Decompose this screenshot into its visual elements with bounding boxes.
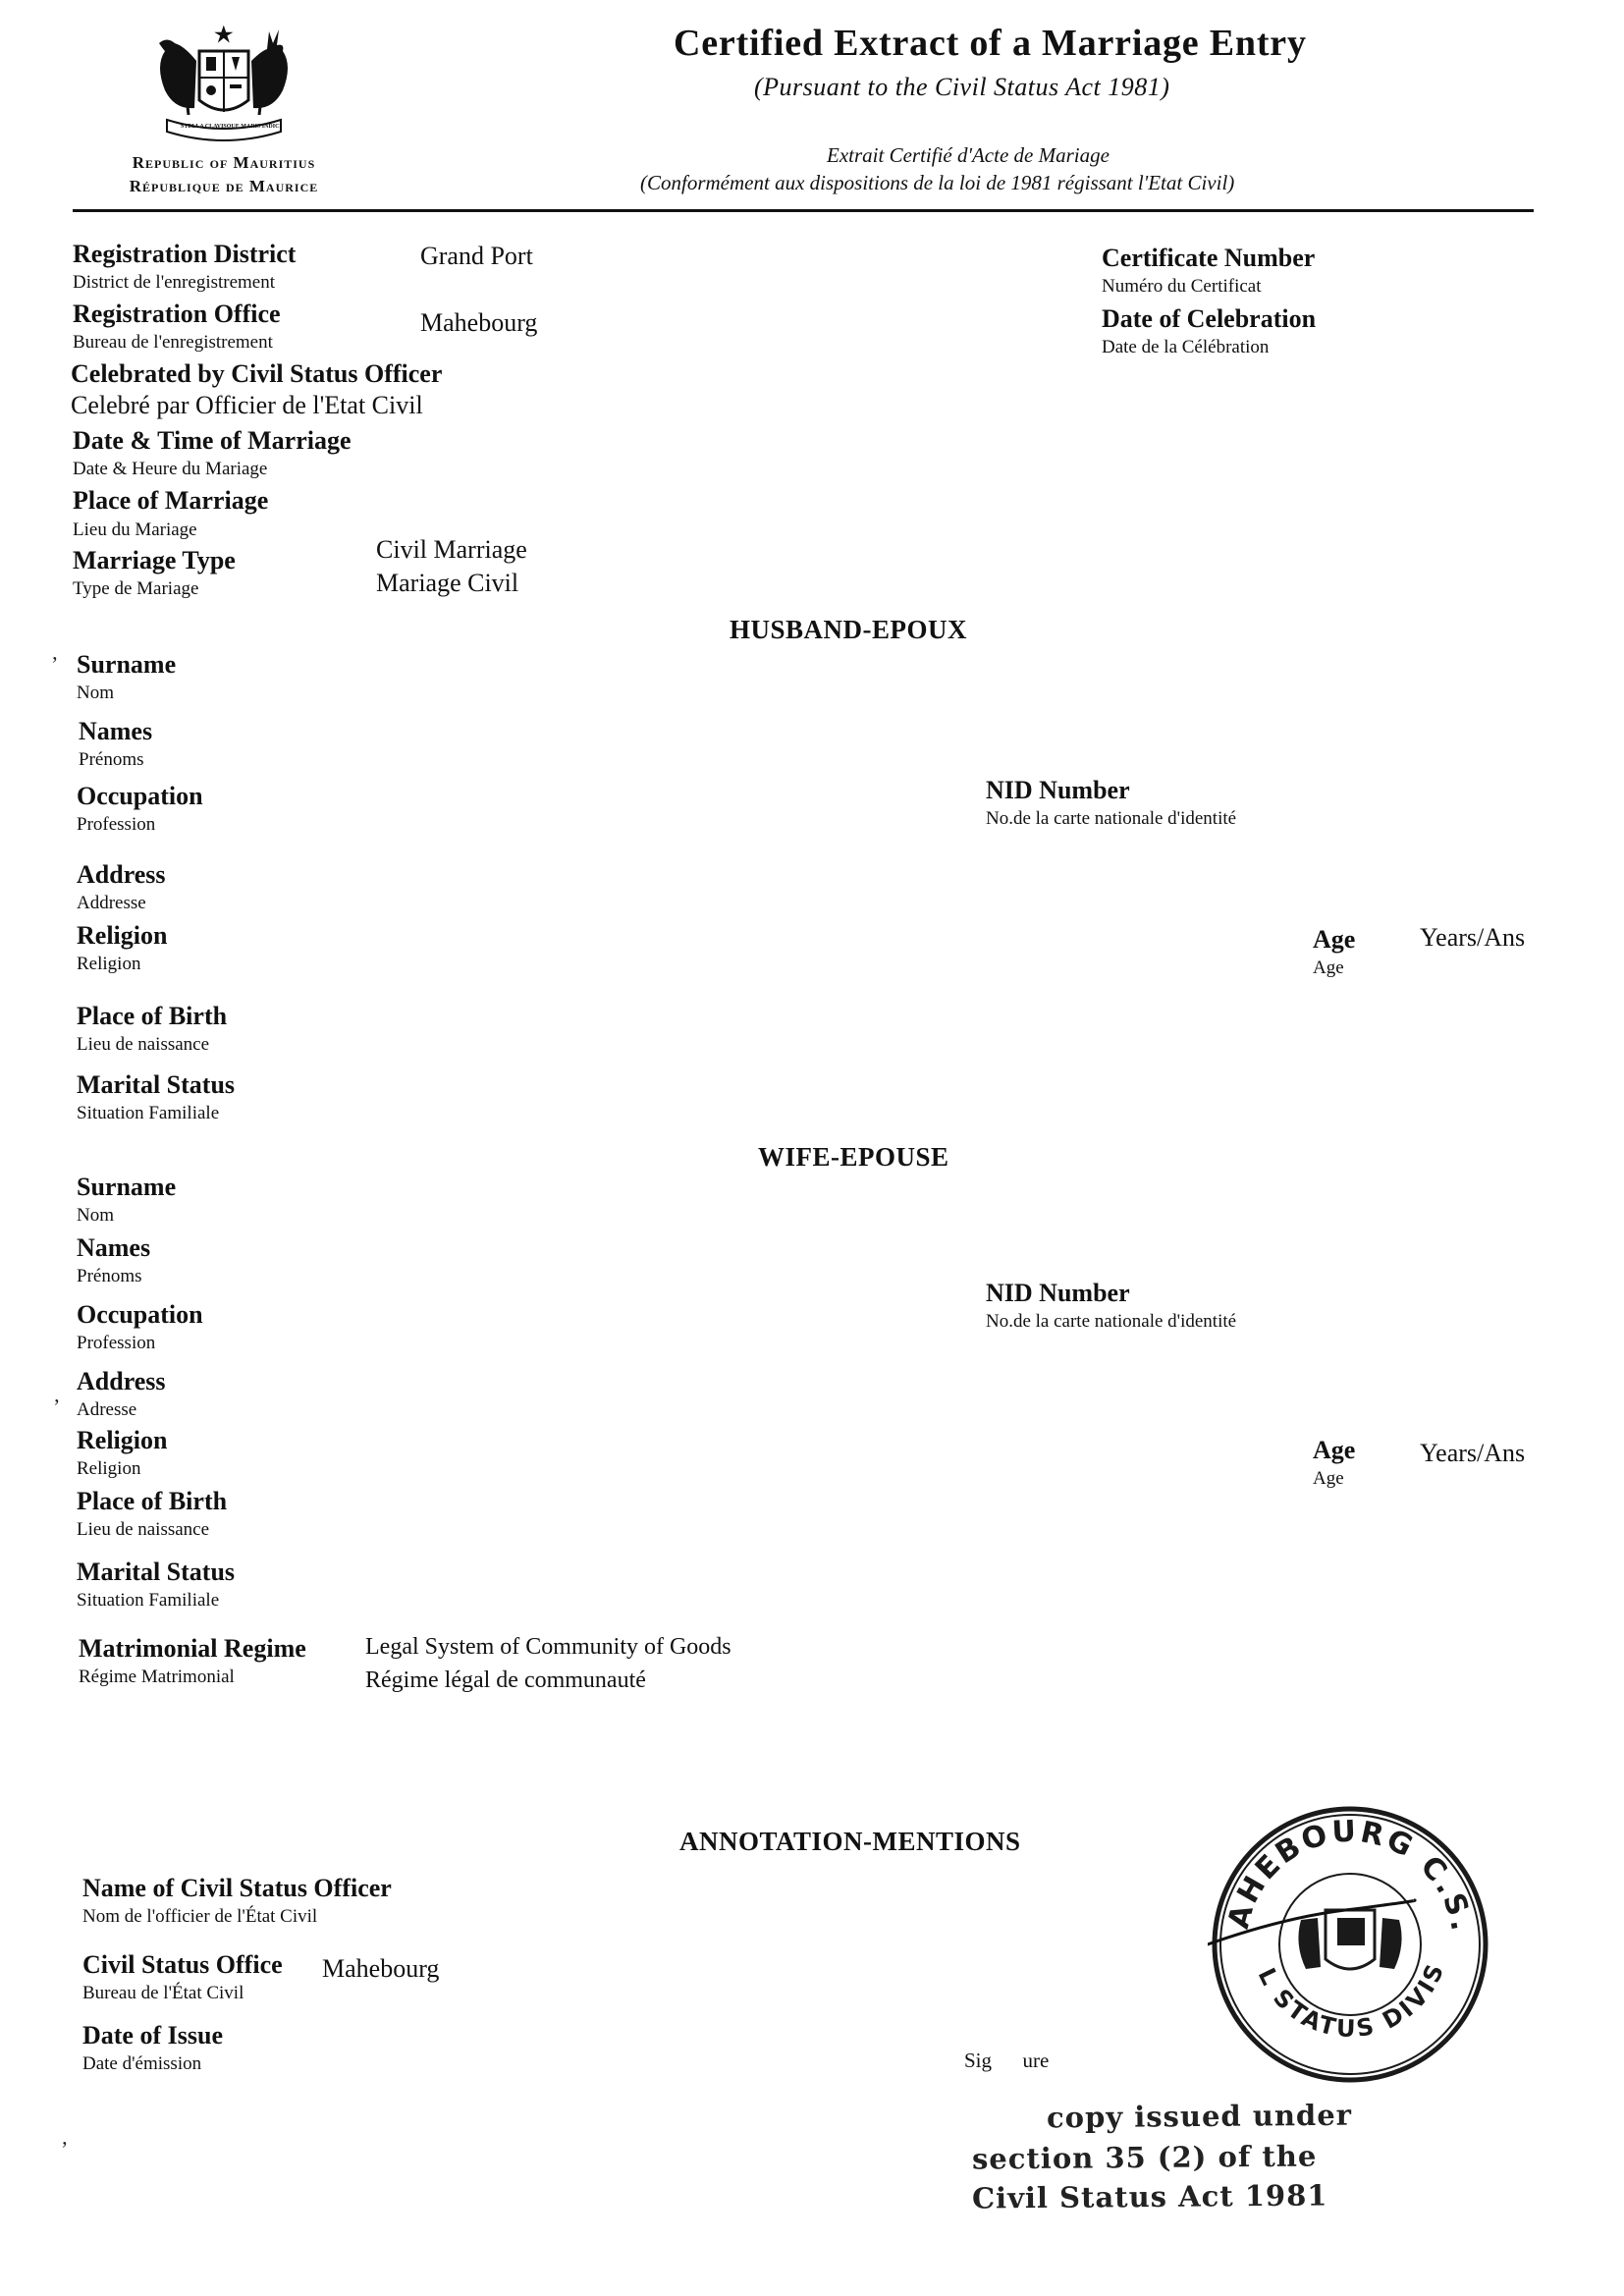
wife-age-unit: Years/Ans	[1420, 1439, 1526, 1467]
wife-occupation-label-fr: Profession	[77, 1333, 156, 1353]
civil-status-office-value: Mahebourg	[322, 1954, 440, 1983]
wife-surname-label-fr: Nom	[77, 1205, 114, 1226]
celebrated-by-label-fr: Celebré par Officier de l'Etat Civil	[71, 391, 423, 419]
document-title: Certified Extract of a Marriage Entry	[674, 23, 1307, 64]
header-divider	[73, 209, 1534, 212]
wife-occupation-label: Occupation	[77, 1300, 203, 1329]
husband-nid-label: NID Number	[986, 776, 1130, 804]
husband-age-unit: Years/Ans	[1420, 923, 1526, 952]
registration-district-label-fr: District de l'enregistrement	[73, 272, 276, 293]
celebrated-by-label: Celebrated by Civil Status Officer	[71, 359, 443, 388]
husband-age-label: Age	[1313, 925, 1356, 954]
husband-surname-label-fr: Nom	[77, 683, 114, 703]
wife-section-heading: WIFE-EPOUSE	[758, 1142, 949, 1172]
wife-birthplace-label-fr: Lieu de naissance	[77, 1519, 210, 1540]
wife-age-label-fr: Age	[1313, 1468, 1344, 1489]
wife-surname-label: Surname	[77, 1173, 177, 1201]
husband-section-heading: HUSBAND-EPOUX	[730, 615, 968, 644]
marriage-type-label-fr: Type de Mariage	[73, 578, 199, 599]
marriage-place-label: Place of Marriage	[73, 486, 269, 515]
celebration-date-label: Date of Celebration	[1102, 304, 1317, 333]
marriage-type-value: Civil Marriage	[376, 535, 527, 564]
husband-birthplace-label-fr: Lieu de naissance	[77, 1034, 210, 1055]
marriage-type-label: Marriage Type	[73, 546, 236, 574]
handnote-line-3: Civil Status Act 1981	[971, 2178, 1328, 2215]
wife-address-label-fr: Adresse	[77, 1399, 137, 1420]
wife-nid-label-fr: No.de la carte nationale d'identité	[986, 1311, 1237, 1332]
handnote-line-2: section 35 (2) of the	[971, 2139, 1318, 2176]
registration-office-label: Registration Office	[73, 300, 281, 328]
issue-date-label-fr: Date d'émission	[82, 2053, 202, 2074]
husband-religion-label-fr: Religion	[77, 954, 141, 974]
republic-name-en: Republic of Mauritius	[132, 153, 316, 172]
husband-marital-status-label-fr: Situation Familiale	[77, 1103, 220, 1123]
wife-age-label: Age	[1313, 1436, 1356, 1464]
certificate-number-label-fr: Numéro du Certificat	[1102, 276, 1262, 297]
civil-status-office-label-fr: Bureau de l'État Civil	[82, 1983, 244, 2003]
emblem-motto: STELLA CLAVISQUE MARIS INDICI	[181, 124, 282, 130]
husband-address-label: Address	[77, 860, 166, 889]
matrimonial-regime-label: Matrimonial Regime	[79, 1634, 306, 1663]
document-title-fr: Extrait Certifié d'Acte de Mariage	[827, 143, 1110, 167]
husband-occupation-label-fr: Profession	[77, 814, 156, 835]
official-stamp	[1208, 1802, 1492, 2087]
marriage-datetime-label-fr: Date & Heure du Mariage	[73, 459, 268, 479]
husband-marital-status-label: Marital Status	[77, 1070, 236, 1099]
wife-religion-label-fr: Religion	[77, 1458, 141, 1479]
marriage-type-value-fr: Mariage Civil	[376, 569, 519, 597]
annotation-section-heading: ANNOTATION-MENTIONS	[679, 1827, 1021, 1856]
husband-address-label-fr: Addresse	[77, 893, 146, 913]
matrimonial-regime-label-fr: Régime Matrimonial	[79, 1667, 235, 1687]
registration-district-value: Grand Port	[420, 242, 533, 270]
matrimonial-regime-value: Legal System of Community of Goods	[365, 1634, 731, 1660]
wife-names-label: Names	[77, 1233, 151, 1262]
tick-mark: ʼ	[61, 2137, 69, 2161]
svg-text:CIVIL STATUS DIVISION: L STATUS DIVIS	[1252, 1957, 1451, 2044]
officer-name-label-fr: Nom de l'officier de l'État Civil	[82, 1906, 318, 1927]
registration-office-label-fr: Bureau de l'enregistrement	[73, 332, 273, 353]
husband-names-label: Names	[79, 717, 153, 745]
officer-name-label: Name of Civil Status Officer	[82, 1874, 392, 1902]
husband-religion-label: Religion	[77, 921, 168, 950]
registration-office-value: Mahebourg	[420, 308, 538, 337]
wife-marital-status-label: Marital Status	[77, 1558, 236, 1586]
wife-birthplace-label: Place of Birth	[77, 1487, 228, 1515]
husband-nid-label-fr: No.de la carte nationale d'identité	[986, 808, 1237, 829]
certificate-number-label: Certificate Number	[1102, 244, 1316, 272]
wife-nid-label: NID Number	[986, 1279, 1130, 1307]
husband-names-label-fr: Prénoms	[79, 749, 144, 770]
svg-text:MAHEBOURG C.S.O: AHEBOURG C.S.	[1221, 1814, 1480, 1937]
coat-of-arms-emblem	[145, 22, 302, 154]
handnote-line-1: copy issued under	[1046, 2098, 1353, 2135]
civil-status-office-label: Civil Status Office	[82, 1950, 283, 1979]
registration-district-label: Registration District	[73, 240, 297, 268]
matrimonial-regime-value-fr: Régime légal de communauté	[365, 1667, 646, 1693]
tick-mark: ʼ	[51, 652, 59, 677]
husband-occupation-label: Occupation	[77, 782, 203, 810]
republic-name-fr: République de Maurice	[129, 177, 319, 195]
celebration-date-label-fr: Date de la Célébration	[1102, 337, 1270, 357]
document-subtitle: (Pursuant to the Civil Status Act 1981)	[754, 73, 1170, 101]
marriage-place-label-fr: Lieu du Mariage	[73, 519, 197, 540]
wife-religion-label: Religion	[77, 1426, 168, 1454]
issue-date-label: Date of Issue	[82, 2021, 223, 2050]
document-subtitle-fr: (Conformément aux dispositions de la loi de 1981 régissant l'Etat Civil)	[640, 171, 1235, 194]
husband-age-label-fr: Age	[1313, 957, 1344, 978]
husband-surname-label: Surname	[77, 650, 177, 679]
wife-names-label-fr: Prénoms	[77, 1266, 142, 1286]
wife-address-label: Address	[77, 1367, 166, 1395]
marriage-datetime-label: Date & Time of Marriage	[73, 426, 352, 455]
signature-label: Sig ure	[964, 2049, 1050, 2072]
tick-mark: ʼ	[53, 1394, 61, 1419]
wife-marital-status-label-fr: Situation Familiale	[77, 1590, 220, 1611]
husband-birthplace-label: Place of Birth	[77, 1002, 228, 1030]
